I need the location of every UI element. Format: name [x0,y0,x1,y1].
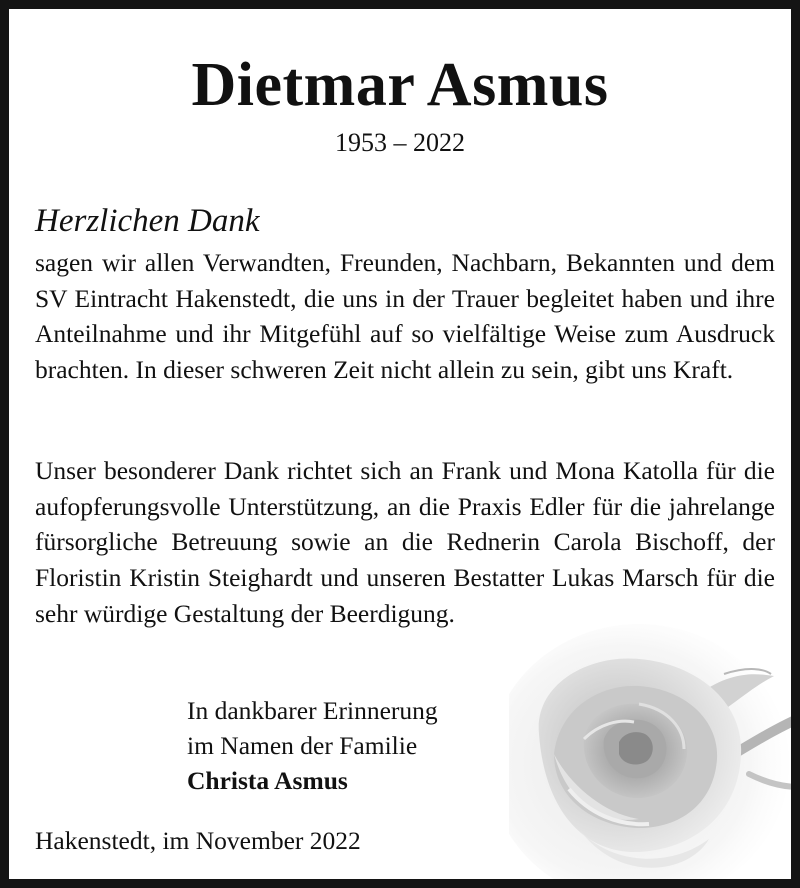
thanks-heading: Herzlichen Dank [35,203,260,239]
deceased-name: Dietmar Asmus [191,51,609,119]
life-years: 1953 – 2022 [335,128,465,157]
signature-block [187,693,438,799]
place-and-date: Hakenstedt, im November 2022 [35,826,361,855]
special-thanks-paragraph: Unser besonderer Dank richtet sich an Frank und Mona Katolla für die aufopferungsvolle Unterstützung, an die Praxis Edler für die jahrelange fürsorgliche Betreuung sowie an die Rednerin Carola Bischoff, der Floristin Kristin Steighardt und unseren Bestatter Lukas Marsch für die sehr würdige Gestaltung der Beerdigung. [35,456,775,628]
signer-name: Christa Asmus [187,766,348,796]
signature-line: In dankbarer Erinnerung [187,696,438,725]
signature-line: im Namen der Familie [187,731,418,761]
thanks-paragraph: sagen wir allen Verwandten, Freunden, Nachbarn, Bekannten und dem SV Eintracht Hakenstedt, die uns in der Trauer begleitet haben und ihre Anteilnahme und ihr Mitgefühl auf so vielfältige Weise zum Ausdruck brachten. In dieser schweren Zeit nicht allein zu sein, gibt uns Kraft. [35,248,775,385]
rose-image [509,614,800,888]
